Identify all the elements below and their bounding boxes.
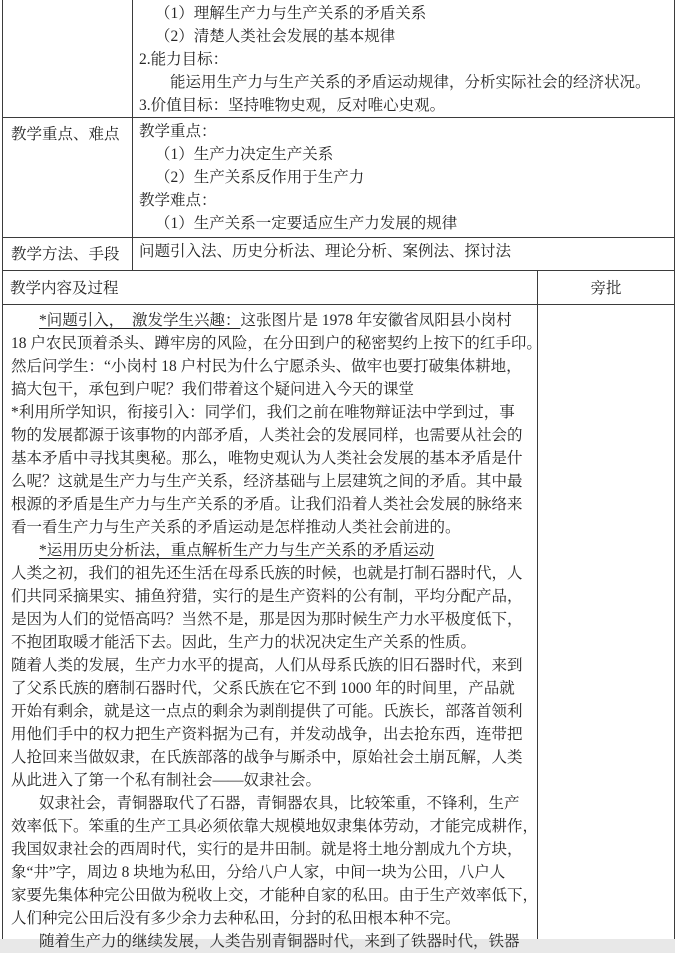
- content-line: （1）理解生产力与生产关系的矛盾关系: [155, 5, 427, 22]
- body-line: [11, 470, 533, 493]
- text-segment: 这张图片是 1978 年安徽省凤阳县小岗村: [240, 312, 512, 329]
- text-segment: 奴隶社会，青铜器取代了石器，青铜器农具，比较笨重，不锋利，生产: [39, 795, 520, 812]
- text-segment: 效率低下。笨重的生产工具必须依靠大规模地奴隶集体劳动，才能完成耕作，: [11, 818, 539, 835]
- row-content: [133, 238, 674, 270]
- body-line: [11, 792, 533, 815]
- body-line: [11, 700, 533, 723]
- row-label: 教学重点、难点: [3, 118, 133, 237]
- content-line: 能运用生产力与生产关系的矛盾运动规律，分析实际社会的经济状况。: [170, 74, 651, 91]
- body-line: [11, 884, 539, 907]
- body-line: [11, 493, 533, 516]
- row-label: [3, 0, 133, 117]
- text-segment: 随着人类的发展，生产力水平的提高，人们从母系氏族的旧石器时代，来到: [11, 657, 523, 674]
- text-segment: 基本矛盾中寻找其奥秘。那么，唯物史观认为人类社会发展的基本矛盾是什: [11, 450, 523, 467]
- content-line: 教学难点：: [139, 192, 217, 209]
- body-line: [11, 677, 533, 700]
- text-segment: 随着生产力的继续发展，人类告别青铜器时代，来到了铁器时代，铁器: [39, 933, 520, 950]
- text-segment: 人类之初，我们的祖先还生活在母系氏族的时候，也就是打制石器时代，人: [11, 565, 523, 582]
- body-line: [11, 907, 533, 930]
- info-table: [2, 0, 675, 271]
- body-line: [11, 838, 533, 861]
- body-line: [11, 378, 533, 401]
- body-line: [11, 585, 533, 608]
- content-line: （1）生产力决定生产关系: [155, 146, 334, 163]
- margin-notes-header: 旁批: [590, 280, 622, 297]
- margin-notes-cell: [538, 305, 674, 939]
- lesson-content-text: [3, 305, 542, 950]
- body-line: [11, 631, 533, 654]
- body-line: [11, 861, 533, 884]
- body-line: [11, 654, 533, 677]
- text-segment: 18 户农民顶着杀头、蹲牢房的风险，在分田到户的秘密契约上按下的红手印。: [11, 335, 542, 352]
- content-line: 问题引入法、历史分析法、理论分析、案例法、探讨法: [139, 243, 512, 260]
- table-row: [3, 0, 674, 118]
- text-segment: 象“井”字，周边 8 块地为私田，分给八户人家，中间一块为公田，八户人: [11, 864, 506, 881]
- content-line: （1）生产关系一定要适应生产力发展的规律: [155, 215, 458, 232]
- row-label: 教学方法、手段: [3, 238, 133, 270]
- body-line: [11, 447, 533, 470]
- body-line: [11, 769, 533, 792]
- text-segment: 么呢？这就是生产力与生产关系，经济基础与上层建筑之间的矛盾。其中最: [11, 473, 523, 490]
- table-row: [3, 238, 674, 271]
- text-segment: 物的发展都源于该事物的内部矛盾，人类社会的发展同样，也需要从社会的: [11, 427, 523, 444]
- text-segment: 用他们手中的权力把生产资料据为己有，并发动战争，出去抢东西，连带把: [11, 726, 523, 743]
- row-content: [133, 118, 674, 237]
- content-body-row: [3, 305, 674, 950]
- underlined-text: *运用历史分析法，重点解析生产力与生产关系的矛盾运动: [39, 542, 435, 559]
- body-line: [11, 723, 533, 746]
- body-line: [11, 815, 539, 838]
- text-segment: 了父系氏族的磨制石器时代，父系氏族在它不到 1000 年的时间里，产品就: [11, 680, 515, 697]
- content-table: [2, 271, 675, 950]
- text-segment: 看一看生产力与生产关系的矛盾运动是怎样推动人类社会前进的。: [11, 519, 461, 536]
- text-segment: 根源的矛盾是生产力与生产关系的矛盾。让我们沿着人类社会发展的脉络来: [11, 496, 523, 513]
- text-segment: 从此进入了第一个私有制社会——奴隶社会。: [11, 772, 322, 789]
- text-segment: 搞大包干，承包到户呢？我们带着这个疑问进入今天的课堂: [11, 381, 415, 398]
- content-line: 3.价值目标：坚持唯物史观，反对唯心史观。: [139, 97, 446, 114]
- body-line: [11, 401, 533, 424]
- text-segment: 开始有剩余，就是这一点点的剩余为剥削提供了可能。氏族长，部落首领利: [11, 703, 523, 720]
- underlined-text: *问题引入， 激发学生兴趣：: [39, 312, 241, 329]
- content-header-label: 教学内容及过程: [3, 271, 538, 304]
- body-line: [11, 516, 533, 539]
- text-segment: *利用所学知识，衔接引入：同学们，我们之前在唯物辩证法中学到过，事: [11, 404, 515, 421]
- text-segment: 是因为人们的觉悟高吗？当然不是，那是因为那时候生产力水平极度低下，: [11, 611, 523, 628]
- body-line: [11, 309, 533, 332]
- content-line: 教学重点：: [139, 123, 217, 140]
- row-content: [133, 0, 674, 117]
- text-segment: 然后问学生：“小岗村 18 户村民为什么宁愿杀头、做牢也要打破集体耕地，: [11, 358, 522, 375]
- body-line: [11, 608, 533, 631]
- text-segment: 人们种完公田后没有多少余力去种私田，分封的私田根本种不完。: [11, 910, 461, 927]
- text-segment: 家要先集体种完公田做为税收上交，才能种自家的私田。由于生产效率低下，: [11, 887, 539, 904]
- content-line: （2）生产关系反作用于生产力: [155, 169, 365, 186]
- body-line: [11, 746, 533, 769]
- text-segment: 我国奴隶社会的西周时代，实行的是井田制。就是将土地分割成九个方块，: [11, 841, 523, 858]
- text-segment: 人抢回来当做奴隶，在氏族部落的战争与厮杀中，原始社会土崩瓦解，人类: [11, 749, 523, 766]
- text-segment: 不抱团取暖才能活下去。因此，生产力的状况决定生产关系的性质。: [11, 634, 477, 651]
- body-line: [11, 562, 533, 585]
- content-line: （2）清楚人类社会发展的基本规律: [155, 28, 396, 45]
- table-row: [3, 118, 674, 238]
- body-line: [11, 424, 533, 447]
- body-line: [11, 355, 533, 378]
- content-header-row: [3, 271, 674, 305]
- body-line: [11, 539, 533, 562]
- content-line: 2.能力目标：: [139, 51, 229, 68]
- text-segment: 们共同采摘果实、捕鱼狩猎，实行的是生产资料的公有制，平均分配产品，: [11, 588, 523, 605]
- body-line: [11, 332, 542, 355]
- body-line: [11, 930, 533, 953]
